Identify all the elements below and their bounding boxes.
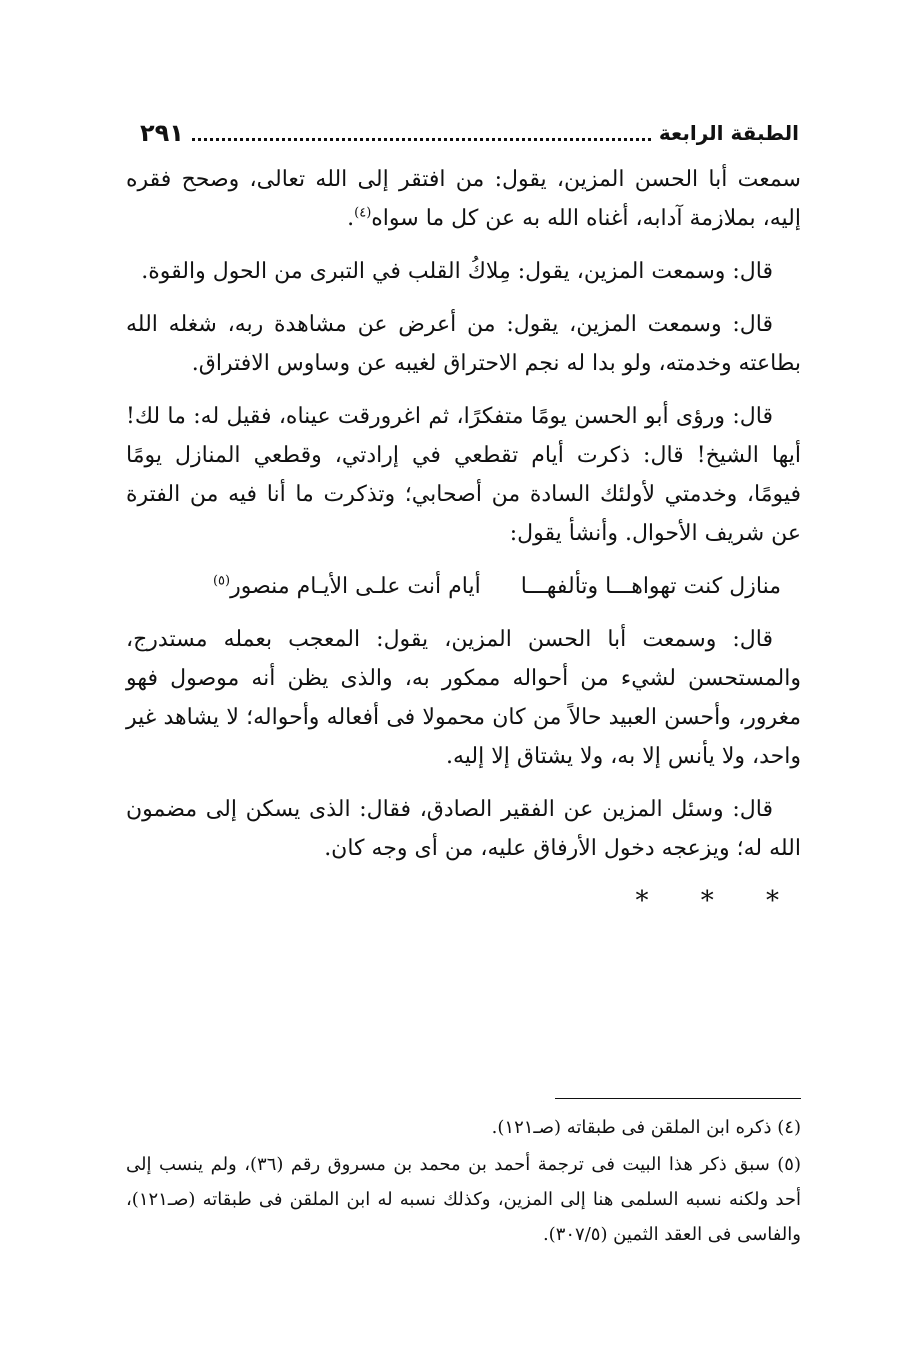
poem-verse	[126, 567, 801, 606]
paragraph-3: قال: وسمعت المزين، يقول: من أعرض عن مشاهدة ربه، شغله الله بطاعته وخدمته، ولو بدا له نجم الاحتراق لغيبه عن وساوس الافتراق.	[126, 312, 801, 376]
running-header	[140, 118, 799, 148]
footnote-divider	[555, 1098, 801, 1099]
verse-second-hemistich	[213, 567, 481, 606]
footnote-ref-5: (٥)	[212, 573, 231, 589]
paragraph-1-text: سمعت أبا الحسن المزين، يقول: من افتقر إلى الله تعالى، وصحح فقره إليه، بملازمة آدابه، أغناه الله به عن كل ما سواه	[126, 167, 801, 231]
section-separator: * * *	[635, 886, 801, 916]
paragraph-2: قال: وسمعت المزين، يقول: مِلاكُ القلب في التبرى من الحول والقوة.	[141, 259, 773, 284]
paragraph-6: قال: وسئل المزين عن الفقير الصادق، فقال: الذى يسكن إلى مضمون الله له؛ ويزعجه دخول الأرفاق عليه، من أى وجه كان.	[126, 797, 801, 861]
verse-first-hemistich: منازل كنت تهواهـــا وتألفهـــا	[520, 574, 781, 599]
paragraph-5: قال: وسمعت أبا الحسن المزين، يقول: المعجب بعمله مستدرج، والمستحسن لشيء من أحواله ممكور به، والذى يظن أنه موصول فهو مغرور، وأحسن العبيد حالاً من كان محمولا فى أفعاله وأحواله؛ لا يشاهد غير واحد، ولا يأنس إلا به، ولا يشتاق إلا إليه.	[126, 627, 801, 769]
running-title: الطبقة الرابعة	[658, 121, 799, 145]
footnote-4: (٤) ذكره ابن الملقن فى طبقاته (صـ١٢١).	[491, 1117, 801, 1138]
footnote-5: (٥) سبق ذكر هذا البيت فى ترجمة أحمد بن محمد بن مسروق رقم (٣٦)، ولم ينسب إلى أحد ولكنه نسبه السلمى هنا إلى المزين، وكذلك نسبه له ابن الملقن فى طبقاته (صـ١٢١)، والفاسى فى العقد الثمين (٣٠٧/٥).	[126, 1154, 801, 1245]
paragraph-1	[126, 160, 801, 238]
leader-dots	[192, 126, 651, 141]
footnote-ref-4: (٤)	[354, 205, 372, 221]
page-number: ٢٩١	[140, 119, 184, 147]
footnotes	[126, 1110, 801, 1254]
paragraph-4: قال: ورؤى أبو الحسن يومًا متفكرًا، ثم اغرورقت عيناه، فقيل له: ما لك! أيها الشيخ! قال: ذكرت أيام تقطعي في إرادتي، وقطعي المنازل يومًا فيومًا، وخدمتي لأولئك السادة من أصحابي؛ وتذكرت ما أنا فيه من الفترة عن شريف الأحوال. وأنشأ يقول:	[126, 404, 801, 546]
verse-second-text: أيام أنت علـى الأيـام منصور	[230, 574, 481, 599]
paragraph-1-end: .	[347, 206, 355, 231]
main-text	[126, 160, 801, 921]
